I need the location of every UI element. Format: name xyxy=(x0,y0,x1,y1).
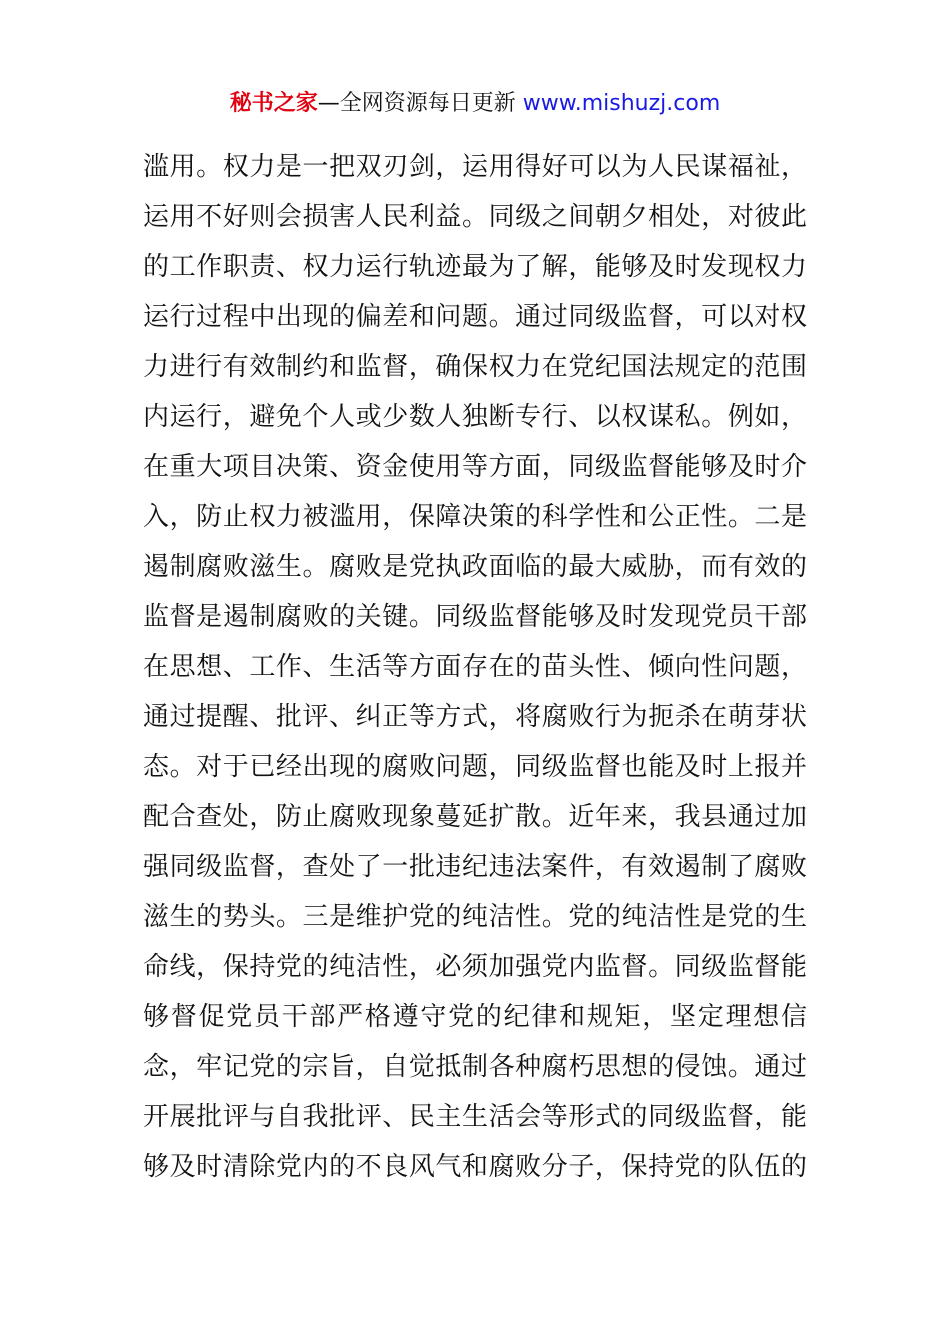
text-line: 在思想、工作、生活等方面存在的苗头性、倾向性问题， xyxy=(143,652,807,682)
text-line: 在重大项目决策、资金使用等方面，同级监督能够及时介 xyxy=(143,452,807,482)
header-site-url[interactable]: www.mishuzj.com xyxy=(522,91,721,116)
text-line: 强同级监督，查处了一批违纪违法案件，有效遏制了腐败 xyxy=(143,852,807,882)
text-line: 内运行，避免个人或少数人独断专行、以权谋私。例如， xyxy=(143,402,807,432)
text-line: 力进行有效制约和监督，确保权力在党纪国法规定的范围 xyxy=(143,352,807,382)
text-line: 够及时清除党内的不良风气和腐败分子，保持党的队伍的 xyxy=(143,1152,807,1182)
text-line: 监督是遏制腐败的关键。同级监督能够及时发现党员干部 xyxy=(143,602,807,632)
text-line: 滋生的势头。三是维护党的纯洁性。党的纯洁性是党的生 xyxy=(143,902,807,932)
text-line: 配合查处，防止腐败现象蔓延扩散。近年来，我县通过加 xyxy=(143,802,807,832)
text-line: 开展批评与自我批评、民主生活会等形式的同级监督，能 xyxy=(143,1102,807,1132)
text-line: 运行过程中出现的偏差和问题。通过同级监督，可以对权 xyxy=(143,302,807,332)
text-line: 命线，保持党的纯洁性，必须加强党内监督。同级监督能 xyxy=(143,952,807,982)
text-line: 念，牢记党的宗旨，自觉抵制各种腐朽思想的侵蚀。通过 xyxy=(143,1052,807,1082)
text-line: 遏制腐败滋生。腐败是党执政面临的最大威胁，而有效的 xyxy=(143,552,807,582)
text-line: 运用不好则会损害人民利益。同级之间朝夕相处，对彼此 xyxy=(143,202,807,232)
page-header xyxy=(0,88,950,120)
text-line: 滥用。权力是一把双刃剑，运用得好可以为人民谋福祉， xyxy=(143,152,807,182)
text-line: 通过提醒、批评、纠正等方式，将腐败行为扼杀在萌芽状 xyxy=(143,702,807,732)
body-text xyxy=(143,142,807,1192)
text-line: 够督促党员干部严格遵守党的纪律和规矩，坚定理想信 xyxy=(143,1002,807,1032)
text-line: 入，防止权力被滥用，保障决策的科学性和公正性。二是 xyxy=(143,502,807,532)
header-brand: 秘书之家 xyxy=(229,91,318,116)
header-tagline: —全网资源每日更新 xyxy=(317,91,523,116)
text-line: 态。对于已经出现的腐败问题，同级监督也能及时上报并 xyxy=(143,752,807,782)
text-line: 的工作职责、权力运行轨迹最为了解，能够及时发现权力 xyxy=(143,252,807,282)
